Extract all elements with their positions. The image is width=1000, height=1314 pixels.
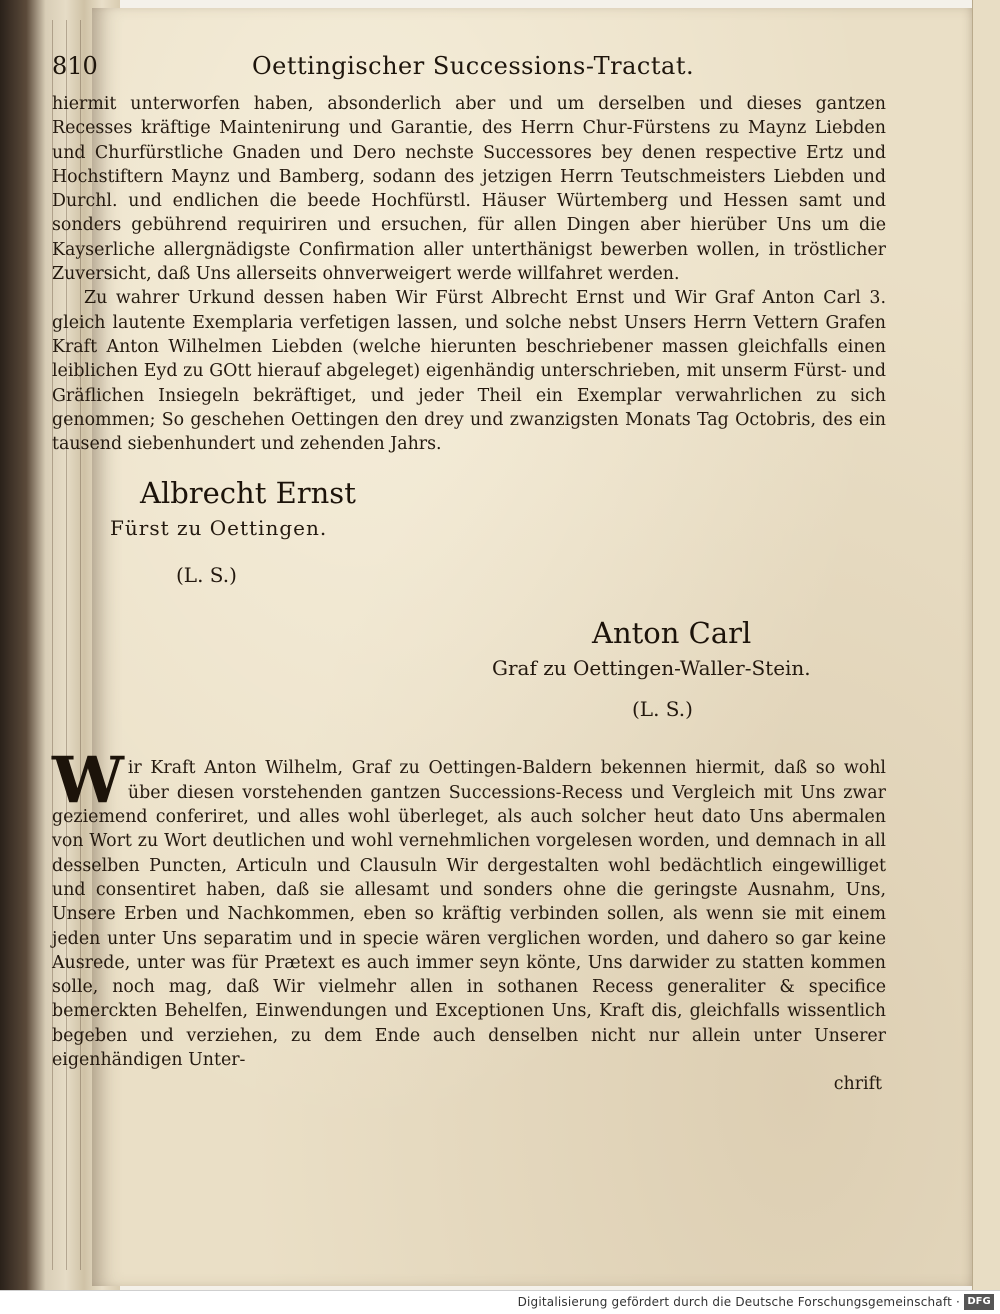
running-title: Oettingischer Successions-Tractat. [252, 52, 695, 80]
signature-block-1 [110, 474, 886, 592]
seal-mark: (L. S.) [632, 697, 693, 722]
signature-block-2 [492, 614, 886, 726]
page-content [52, 52, 886, 1096]
page-header [52, 52, 886, 92]
page-number: 810 [52, 52, 98, 80]
dfg-logo: DFG [964, 1294, 994, 1310]
seal-mark: (L. S.) [176, 563, 237, 588]
paragraph-3-text: ir Kraft Anton Wilhelm, Graf zu Oettingen-Baldern bekennen hiermit, daß so wohl über diesen vorstehenden gantzen Successions-Recess und Vergleich mit Uns zwar geziemend conferiret, und alles wohl überleget, als auch solcher heut dato Uns abermalen von Wort zu Wort deutlichen und wohl vernehmlichen vorgelesen worden, und demnach in all desselben Puncten, Articuln und Clausuln Wir dergestalten wohl bedächtlich eingewilliget und consentiret haben, daß sie allesamt und sonders ohne die geringste Ausnahm, Uns, Unsere Erben und Nachkommen, eben so kräftig verbinden sollen, als wenn sie mit einem jeden unter Uns separatim und in specie wären verglichen worden, und dahero so gar keine Ausrede, unter was für Prætext es auch immer seyn könte, Uns darwider zu statten kommen solle, noch mag, daß Wir vielmehr allen in sothanen Recess generaliter & specifice bemerckten Behelfen, Einwendungen und Exceptionen Uns, Kraft dis, gleichfalls wissentlich begeben und verziehen, zu dem Ende auch denselben nicht nur allein unter Unserer eigenhändigen Unter- [52, 758, 886, 1071]
footer-bar [0, 1290, 1000, 1314]
paragraph-1: hiermit unterworfen haben, absonderlich aber und um derselben und dieses gantzen Recesses kräftige Maintenirung und Garantie, des Herrn Chur-Fürstens zu Maynz Liebden und Churfürstliche Gnaden und Dero nechste Successores bey denen respective Ertz und Hochstiftern Maynz und Bamberg, sodann des jetzigen Herrn Teutschmeisters Liebden und Durchl. und endlichen die beede Hochfürstl. Häuser Würtemberg und Hessen samt und sonders gebührend requiriren und ersuchen, für allen Dingen aber hierüber Uns um die Kayserliche allergnädigste Confirmation aller unterthänigst bewerben wollen, in tröstlicher Zuversicht, daß Uns allerseits ohnverweigert werde willfahret werden. [52, 94, 886, 285]
paragraph-3 [52, 743, 886, 1072]
drop-cap: W [52, 743, 124, 819]
signatory-name: Anton Carl [592, 616, 752, 651]
next-page-edge [972, 0, 1000, 1290]
signatory-name: Albrecht Ernst [140, 476, 356, 511]
catchword: chrift [833, 1074, 882, 1095]
funding-credit: Digitalisierung gefördert durch die Deutsche Forschungsgemeinschaft · [517, 1295, 960, 1309]
paragraph-2: Zu wahrer Urkund dessen haben Wir Fürst Albrecht Ernst und Wir Graf Anton Carl 3. gleich lautente Exemplaria verfetigen lassen, und solche nebst Unsers Herrn Vettern Grafen Kraft Anton Wilhelmen Liebden (welche hierunten beschriebener massen gleichfalls einen leiblichen Eyd zu GOtt hierauf abgeleget) eigenhändig unterschrieben, mit unserm Fürst- und Gräflichen Insiegeln bekräftiget, und jeder Theil ein Exemplar verwahrlichen zu sich genommen; So geschehen Oettingen den drey und zwanzigsten Monats Tag Octobris, des ein tausend siebenhundert und zehenden Jahrs. [52, 288, 886, 455]
signatory-title: Graf zu Oettingen-Waller-Stein. [492, 656, 811, 681]
signatory-title: Fürst zu Oettingen. [110, 516, 328, 541]
